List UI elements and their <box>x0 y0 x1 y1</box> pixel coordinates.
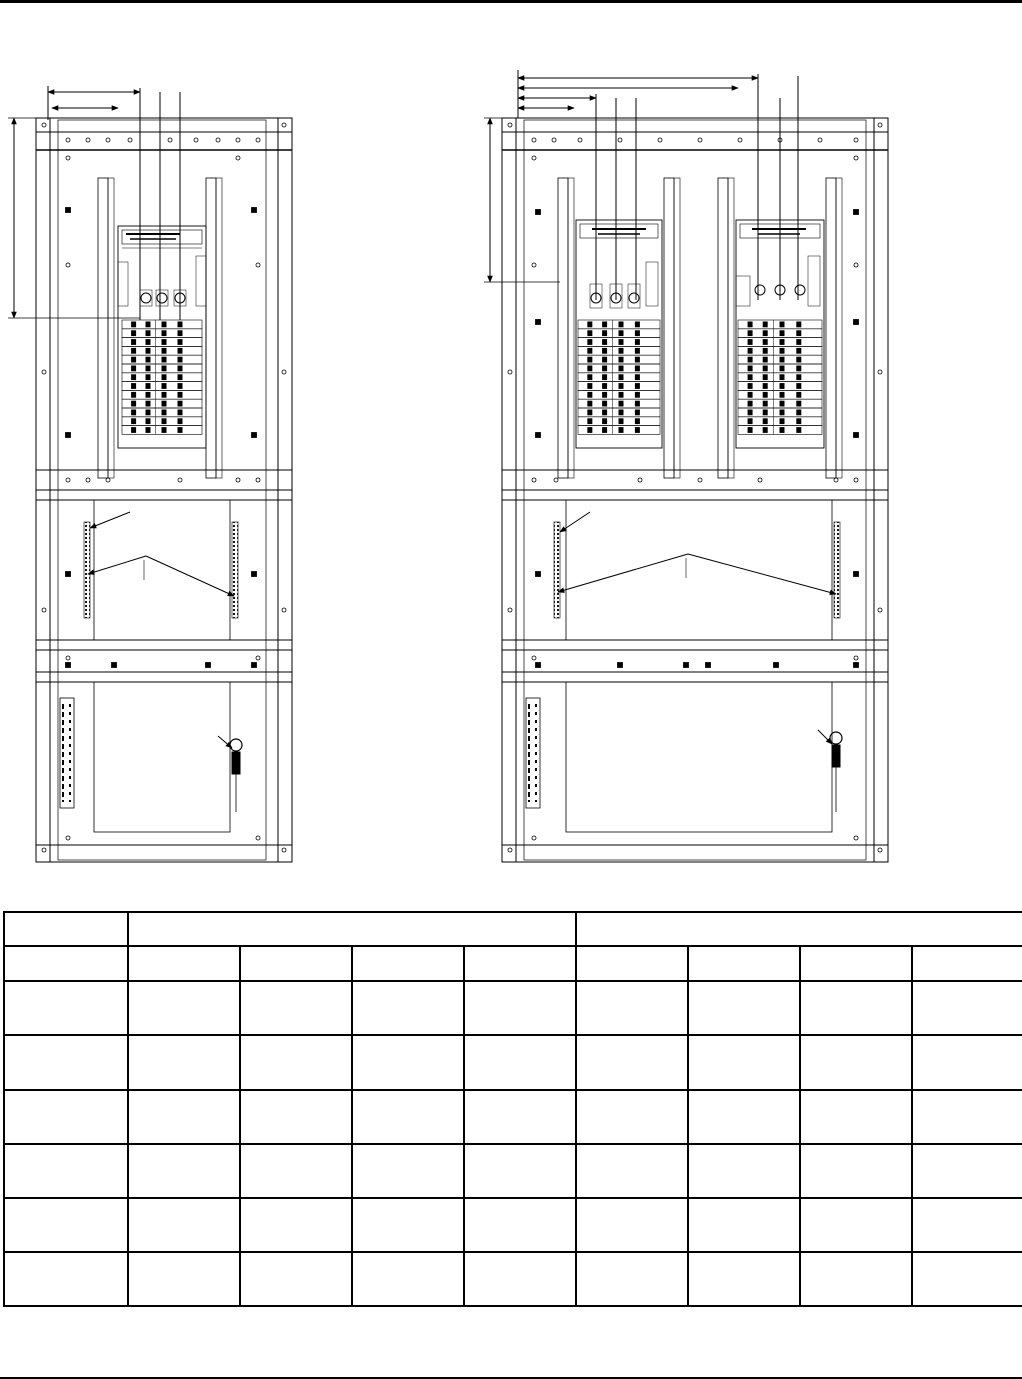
mounting-hole <box>66 836 70 840</box>
table-group-header-right <box>576 912 1022 946</box>
table-cell <box>464 1035 576 1089</box>
breaker-row <box>738 426 822 435</box>
mounting-hole <box>168 138 172 142</box>
mounting-hole <box>42 848 46 852</box>
table-cell <box>912 1090 1022 1144</box>
mounting-slot <box>66 663 71 668</box>
breaker-row <box>578 364 660 373</box>
mounting-hole <box>106 138 110 142</box>
table-cell <box>688 1252 800 1306</box>
breaker-row <box>738 346 822 355</box>
table-cell <box>240 1198 352 1252</box>
table-sub-header <box>240 946 352 982</box>
mounting-hole <box>818 138 822 142</box>
mounting-hole <box>854 263 858 267</box>
breaker-row <box>122 417 202 426</box>
mounting-slot <box>66 572 71 577</box>
mounting-holes <box>42 123 882 852</box>
mounting-hole <box>554 478 558 482</box>
specification-table <box>3 911 1022 1307</box>
mounting-hole <box>854 836 858 840</box>
right-ground-bar-2 <box>834 522 840 618</box>
mounting-slot <box>206 663 211 668</box>
table-cell <box>576 1198 688 1252</box>
table-cell <box>688 1090 800 1144</box>
mounting-hole <box>532 263 536 267</box>
mounting-slot <box>618 663 623 668</box>
table-cell <box>688 981 800 1035</box>
table-cell <box>576 981 688 1035</box>
table-sub-header <box>688 946 800 982</box>
breaker-row <box>122 408 202 417</box>
table-sub-header <box>800 946 912 982</box>
breaker-row <box>738 338 822 347</box>
mounting-slot <box>66 433 71 438</box>
table-cell <box>240 981 352 1035</box>
mounting-hole <box>282 608 286 612</box>
mounting-hole <box>618 138 622 142</box>
mounting-hole <box>256 656 260 660</box>
table-cell <box>912 1198 1022 1252</box>
table-row <box>4 1252 1022 1306</box>
mounting-slot <box>854 210 859 215</box>
left-cabinet <box>8 86 292 862</box>
table-cell <box>912 981 1022 1035</box>
mounting-slot <box>112 663 117 668</box>
mounting-hole <box>256 836 260 840</box>
breaker-row <box>738 390 822 399</box>
table-sub-header-row <box>4 946 1022 982</box>
table-row <box>4 981 1022 1035</box>
mounting-hole <box>282 123 286 127</box>
table-cell <box>352 1090 464 1144</box>
mounting-slot <box>536 572 541 577</box>
table-cell <box>352 1252 464 1306</box>
mounting-slot <box>854 433 859 438</box>
table-cell <box>4 981 128 1035</box>
mounting-hole <box>256 138 260 142</box>
breaker-row <box>122 390 202 399</box>
mounting-hole <box>854 656 858 660</box>
mounting-hole <box>86 478 90 482</box>
table-cell <box>464 981 576 1035</box>
mounting-hole <box>532 478 536 482</box>
mounting-slot <box>536 210 541 215</box>
breaker-row <box>578 320 660 329</box>
header-rule <box>0 0 1022 3</box>
mounting-hole <box>532 656 536 660</box>
mounting-slot <box>252 433 257 438</box>
table-cell <box>4 1252 128 1306</box>
table-cell <box>4 1144 128 1198</box>
table-cell <box>128 1035 240 1089</box>
table-cell <box>800 1252 912 1306</box>
table-cell <box>912 1252 1022 1306</box>
right-cabinet <box>484 70 888 862</box>
breaker-row <box>738 417 822 426</box>
right-ground-bar-1 <box>554 522 560 618</box>
table-cell <box>576 1035 688 1089</box>
mounting-slot <box>536 433 541 438</box>
breaker-row <box>578 373 660 382</box>
table-cell <box>800 1198 912 1252</box>
mounting-hole <box>532 138 536 142</box>
mounting-hole <box>236 478 240 482</box>
table-cell <box>800 1090 912 1144</box>
breaker-row <box>578 329 660 338</box>
table-cell <box>128 981 240 1035</box>
breaker-row <box>578 390 660 399</box>
mounting-hole <box>878 123 882 127</box>
breaker-row <box>738 329 822 338</box>
table-row <box>4 1035 1022 1089</box>
mounting-slot <box>854 663 859 668</box>
mounting-hole <box>508 848 512 852</box>
table-cell <box>464 1090 576 1144</box>
table-cell <box>576 1252 688 1306</box>
table-sub-header <box>464 946 576 982</box>
breaker-row <box>122 329 202 338</box>
mounting-hole <box>854 138 858 142</box>
breaker-row <box>738 399 822 408</box>
mounting-hole <box>578 138 582 142</box>
breaker-row <box>122 373 202 382</box>
mounting-hole <box>42 123 46 127</box>
table-cell <box>128 1198 240 1252</box>
panelboard-cabinet-drawing <box>0 60 1022 880</box>
mounting-hole <box>854 478 858 482</box>
table-group-header-left <box>128 912 576 946</box>
table-cell <box>912 1144 1022 1198</box>
mounting-hole <box>834 478 838 482</box>
table-cell <box>576 1144 688 1198</box>
mounting-hole <box>66 138 70 142</box>
table-cell <box>352 1198 464 1252</box>
left-ground-bar-2 <box>232 522 238 618</box>
mounting-hole <box>216 138 220 142</box>
breaker-row <box>122 320 202 329</box>
left-ground-bar-1 <box>84 522 90 618</box>
mounting-hole <box>106 478 110 482</box>
breaker-row <box>578 346 660 355</box>
breaker-row <box>738 382 822 391</box>
table-sub-header <box>576 946 688 982</box>
mounting-slot <box>252 572 257 577</box>
table-corner-cell <box>4 912 128 946</box>
table-row <box>4 1090 1022 1144</box>
breaker-row <box>122 355 202 364</box>
mounting-hole <box>256 478 260 482</box>
mounting-hole <box>66 656 70 660</box>
table-cell <box>800 1035 912 1089</box>
mounting-slot <box>536 663 541 668</box>
mounting-hole <box>128 138 132 142</box>
mounting-hole <box>738 138 742 142</box>
table-cell <box>240 1090 352 1144</box>
mounting-hole <box>878 370 882 374</box>
breaker-row <box>578 408 660 417</box>
table-cell <box>240 1252 352 1306</box>
table-cell <box>352 981 464 1035</box>
breaker-row <box>122 399 202 408</box>
table-sub-header <box>912 946 1022 982</box>
breaker-row <box>122 346 202 355</box>
mounting-hole <box>236 138 240 142</box>
breaker-row <box>738 355 822 364</box>
table-row <box>4 1198 1022 1252</box>
table-cell <box>352 1035 464 1089</box>
mounting-hole <box>42 370 46 374</box>
breaker-row <box>122 382 202 391</box>
mounting-hole <box>854 156 858 160</box>
breaker-row <box>578 417 660 426</box>
mounting-hole <box>42 608 46 612</box>
mounting-hole <box>638 478 642 482</box>
table-cell <box>4 1090 128 1144</box>
table-cell <box>128 1252 240 1306</box>
mounting-hole <box>758 478 762 482</box>
mounting-hole <box>66 263 70 267</box>
table-group-header-row <box>4 912 1022 946</box>
mounting-hole <box>282 848 286 852</box>
mounting-slot <box>854 572 859 577</box>
breaker-row <box>578 338 660 347</box>
right-breaker-stack-a <box>578 320 660 434</box>
breaker-row <box>738 364 822 373</box>
mounting-slot <box>684 663 689 668</box>
table-cell <box>464 1144 576 1198</box>
breaker-row <box>578 382 660 391</box>
breaker-row <box>122 338 202 347</box>
breaker-row <box>578 355 660 364</box>
table-cell <box>464 1198 576 1252</box>
table-cell <box>688 1198 800 1252</box>
mounting-slot <box>706 663 711 668</box>
table-sub-header <box>352 946 464 982</box>
mounting-hole <box>878 608 882 612</box>
mounting-slot <box>252 208 257 213</box>
table-row <box>4 1144 1022 1198</box>
breaker-row <box>578 426 660 435</box>
mounting-hole <box>508 123 512 127</box>
table-sub-header <box>128 946 240 982</box>
table-cell <box>4 1035 128 1089</box>
breaker-row <box>738 373 822 382</box>
table-cell <box>4 1198 128 1252</box>
table-cell <box>464 1252 576 1306</box>
mounting-hole <box>532 156 536 160</box>
mounting-slot <box>536 320 541 325</box>
mounting-slot <box>854 320 859 325</box>
breaker-row <box>122 364 202 373</box>
mounting-hole <box>66 478 70 482</box>
mounting-hole <box>698 138 702 142</box>
table-cell <box>688 1144 800 1198</box>
table-sub-header <box>4 946 128 982</box>
right-lug <box>832 745 840 767</box>
table-cell <box>128 1090 240 1144</box>
breaker-row <box>738 408 822 417</box>
mounting-hole <box>878 848 882 852</box>
mounting-hole <box>66 156 70 160</box>
table-cell <box>912 1035 1022 1089</box>
mounting-hole <box>508 370 512 374</box>
breaker-row <box>122 426 202 435</box>
table-cell <box>800 981 912 1035</box>
breaker-row <box>578 399 660 408</box>
mounting-hole <box>86 138 90 142</box>
mounting-hole <box>698 478 702 482</box>
table-cell <box>688 1035 800 1089</box>
mounting-hole <box>236 156 240 160</box>
mounting-hole <box>552 138 556 142</box>
mounting-hole <box>658 138 662 142</box>
left-lug <box>232 752 240 774</box>
mounting-slot <box>66 208 71 213</box>
table-cell <box>800 1144 912 1198</box>
breaker-row <box>738 320 822 329</box>
table-cell <box>576 1090 688 1144</box>
mounting-hole <box>282 370 286 374</box>
mounting-hole <box>256 263 260 267</box>
table-cell <box>128 1144 240 1198</box>
table-cell <box>240 1035 352 1089</box>
mounting-slot <box>774 663 779 668</box>
mounting-hole <box>508 608 512 612</box>
mounting-hole <box>194 138 198 142</box>
left-breaker-stack <box>122 320 202 434</box>
mounting-hole <box>532 836 536 840</box>
mounting-slot <box>252 663 257 668</box>
table-cell <box>352 1144 464 1198</box>
table-cell <box>240 1144 352 1198</box>
mounting-hole <box>178 478 182 482</box>
right-breaker-stack-b <box>738 320 822 434</box>
